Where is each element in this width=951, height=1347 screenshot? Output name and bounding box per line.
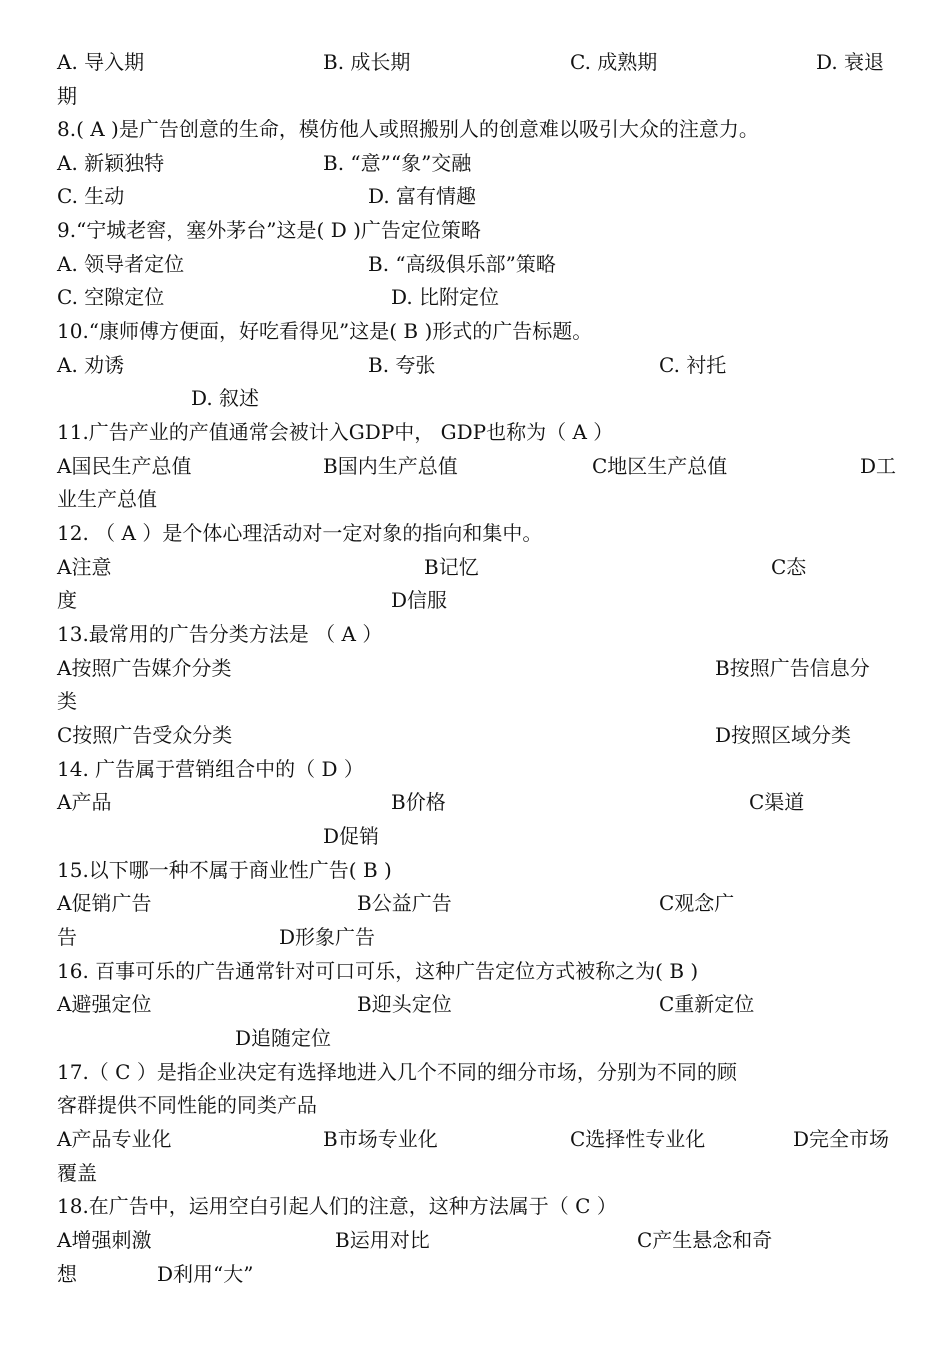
q17-option-c: C选择性专业化 [570, 1127, 706, 1151]
q18-stem-text: 18.在广告中，运用空白引起人们的注意，这种方法属于（ C ） [57, 1194, 617, 1218]
q14-options-line-1 [57, 786, 894, 819]
q10-stem [57, 315, 894, 348]
q9-option-b: B. “高级俱乐部”策略 [368, 252, 556, 276]
q18-option-c: C产生悬念和奇 [637, 1228, 773, 1252]
q11-option-d: D工 [860, 454, 897, 478]
q16-stem-text: 16. 百事可乐的广告通常针对可口可乐，这种广告定位方式被称之为( B ) [57, 959, 699, 983]
q8-options-line-2 [57, 180, 894, 213]
q9-option-c: C. 空隙定位 [57, 285, 165, 309]
q10-option-c: C. 衬托 [659, 353, 727, 377]
q15-options-line-1 [57, 887, 894, 920]
q17-options-line-1 [57, 1123, 894, 1156]
q11-options-wrap-line [57, 483, 894, 516]
q17-option-a: A产品专业化 [57, 1127, 172, 1151]
q9-options-line-2 [57, 281, 894, 314]
q14-option-b: B价格 [391, 790, 446, 814]
q15-option-d: D形象广告 [279, 925, 376, 949]
q15-option-c: C观念广 [659, 891, 735, 915]
q13-option-c: C按照广告受众分类 [57, 723, 233, 747]
q18-option-c-continued: 想 [57, 1262, 77, 1286]
q17-stem-continued: 客群提供不同性能的同类产品 [57, 1093, 317, 1117]
q14-option-c: C渠道 [749, 790, 805, 814]
q11-option-c: C地区生产总值 [592, 454, 728, 478]
q17-option-b: B市场专业化 [323, 1127, 438, 1151]
q11-stem [57, 416, 894, 449]
q11-option-b: B国内生产总值 [323, 454, 458, 478]
q15-options-line-2 [57, 921, 894, 954]
q12-option-b: B记忆 [424, 555, 479, 579]
q17-options-wrap-line [57, 1157, 894, 1190]
q13-stem-text: 13.最常用的广告分类方法是 （ A ） [57, 622, 383, 646]
q13-options-wrap-line [57, 685, 894, 718]
q16-stem [57, 955, 894, 988]
q13-options-line-1 [57, 652, 894, 685]
q7-options-wrap-line [57, 80, 894, 113]
q9-stem [57, 214, 894, 247]
q7-options-line [57, 46, 894, 79]
q17-stem-text: 17.（ C ）是指企业决定有选择地进入几个不同的细分市场，分别为不同的顾 [57, 1060, 737, 1084]
q13-option-a: A按照广告媒介分类 [57, 656, 232, 680]
q8-stem [57, 113, 894, 146]
q18-options-line-1 [57, 1224, 894, 1257]
q8-option-c: C. 生动 [57, 184, 125, 208]
q17-option-d-continued: 覆盖 [57, 1161, 97, 1185]
q12-option-c-continued: 度 [57, 588, 77, 612]
q14-options-line-2 [57, 820, 894, 853]
q10-option-d: D. 叙述 [191, 386, 260, 410]
q8-option-a: A. 新颖独特 [57, 151, 165, 175]
q12-stem [57, 517, 894, 550]
q14-option-d: D促销 [323, 824, 380, 848]
q12-options-line-1 [57, 551, 894, 584]
q7-option-d: D. 衰退 [816, 50, 885, 74]
q9-stem-text: 9.“宁城老窖，塞外茅台”这是( D )广告定位策略 [57, 218, 481, 242]
q12-option-c: C态 [771, 555, 807, 579]
q15-option-b: B公益广告 [357, 891, 452, 915]
q7-option-a: A. 导入期 [57, 50, 145, 74]
q8-options-line-1 [57, 147, 894, 180]
q10-option-b: B. 夸张 [368, 353, 436, 377]
q13-option-d: D按照区域分类 [715, 723, 852, 747]
q17-option-d: D完全市场 [793, 1127, 890, 1151]
q16-option-d: D追随定位 [235, 1026, 332, 1050]
q16-option-a: A避强定位 [57, 992, 152, 1016]
q11-stem-text: 11.广告产业的产值通常会被计入GDP中， GDP也称为（ A ） [57, 420, 614, 444]
q17-stem [57, 1056, 894, 1089]
q9-options-line-1 [57, 248, 894, 281]
q11-options-line-1 [57, 450, 897, 483]
q12-options-line-2 [57, 584, 894, 617]
q12-option-d: D信服 [391, 588, 448, 612]
q17-stem-wrap-line [57, 1089, 894, 1122]
q18-option-a: A增强刺激 [57, 1228, 152, 1252]
q10-option-a: A. 劝诱 [57, 353, 125, 377]
q18-option-d: D利用“大” [157, 1262, 254, 1286]
q14-stem-text: 14. 广告属于营销组合中的（ D ） [57, 757, 364, 781]
q8-option-d: D. 富有情趣 [368, 184, 477, 208]
q15-option-c-continued: 告 [57, 925, 77, 949]
q16-option-b: B迎头定位 [357, 992, 452, 1016]
q18-option-b: B运用对比 [335, 1228, 430, 1252]
q10-options-line-2 [57, 382, 894, 415]
q18-stem [57, 1190, 894, 1223]
q7-option-b: B. 成长期 [323, 50, 411, 74]
q15-stem-text: 15.以下哪一种不属于商业性广告( B ) [57, 858, 392, 882]
q11-option-d-continued: 业生产总值 [57, 487, 157, 511]
q9-option-d: D. 比附定位 [391, 285, 500, 309]
q12-stem-text: 12. （ A ）是个体心理活动对一定对象的指向和集中。 [57, 521, 543, 545]
q18-options-line-2 [57, 1258, 894, 1291]
q10-options-line-1 [57, 349, 894, 382]
q15-option-a: A促销广告 [57, 891, 152, 915]
q12-option-a: A注意 [57, 555, 112, 579]
q7-option-d-continued: 期 [57, 84, 77, 108]
q16-options-line-1 [57, 988, 894, 1021]
q11-option-a: A国民生产总值 [57, 454, 192, 478]
q7-option-c: C. 成熟期 [570, 50, 658, 74]
q9-option-a: A. 领导者定位 [57, 252, 185, 276]
q8-stem-text: 8.( A )是广告创意的生命，模仿他人或照搬别人的创意难以吸引大众的注意力。 [57, 117, 759, 141]
q13-stem [57, 618, 894, 651]
q13-option-b-continued: 类 [57, 689, 77, 713]
q8-option-b: B. “意”“象”交融 [323, 151, 472, 175]
q15-stem [57, 854, 894, 887]
q10-stem-text: 10.“康师傅方便面，好吃看得见”这是( B )形式的广告标题。 [57, 319, 593, 343]
q14-option-a: A产品 [57, 790, 112, 814]
q13-option-b: B按照广告信息分 [715, 656, 870, 680]
q14-stem [57, 753, 894, 786]
q16-option-c: C重新定位 [659, 992, 755, 1016]
q16-options-line-2 [57, 1022, 894, 1055]
q13-options-line-2 [57, 719, 894, 752]
